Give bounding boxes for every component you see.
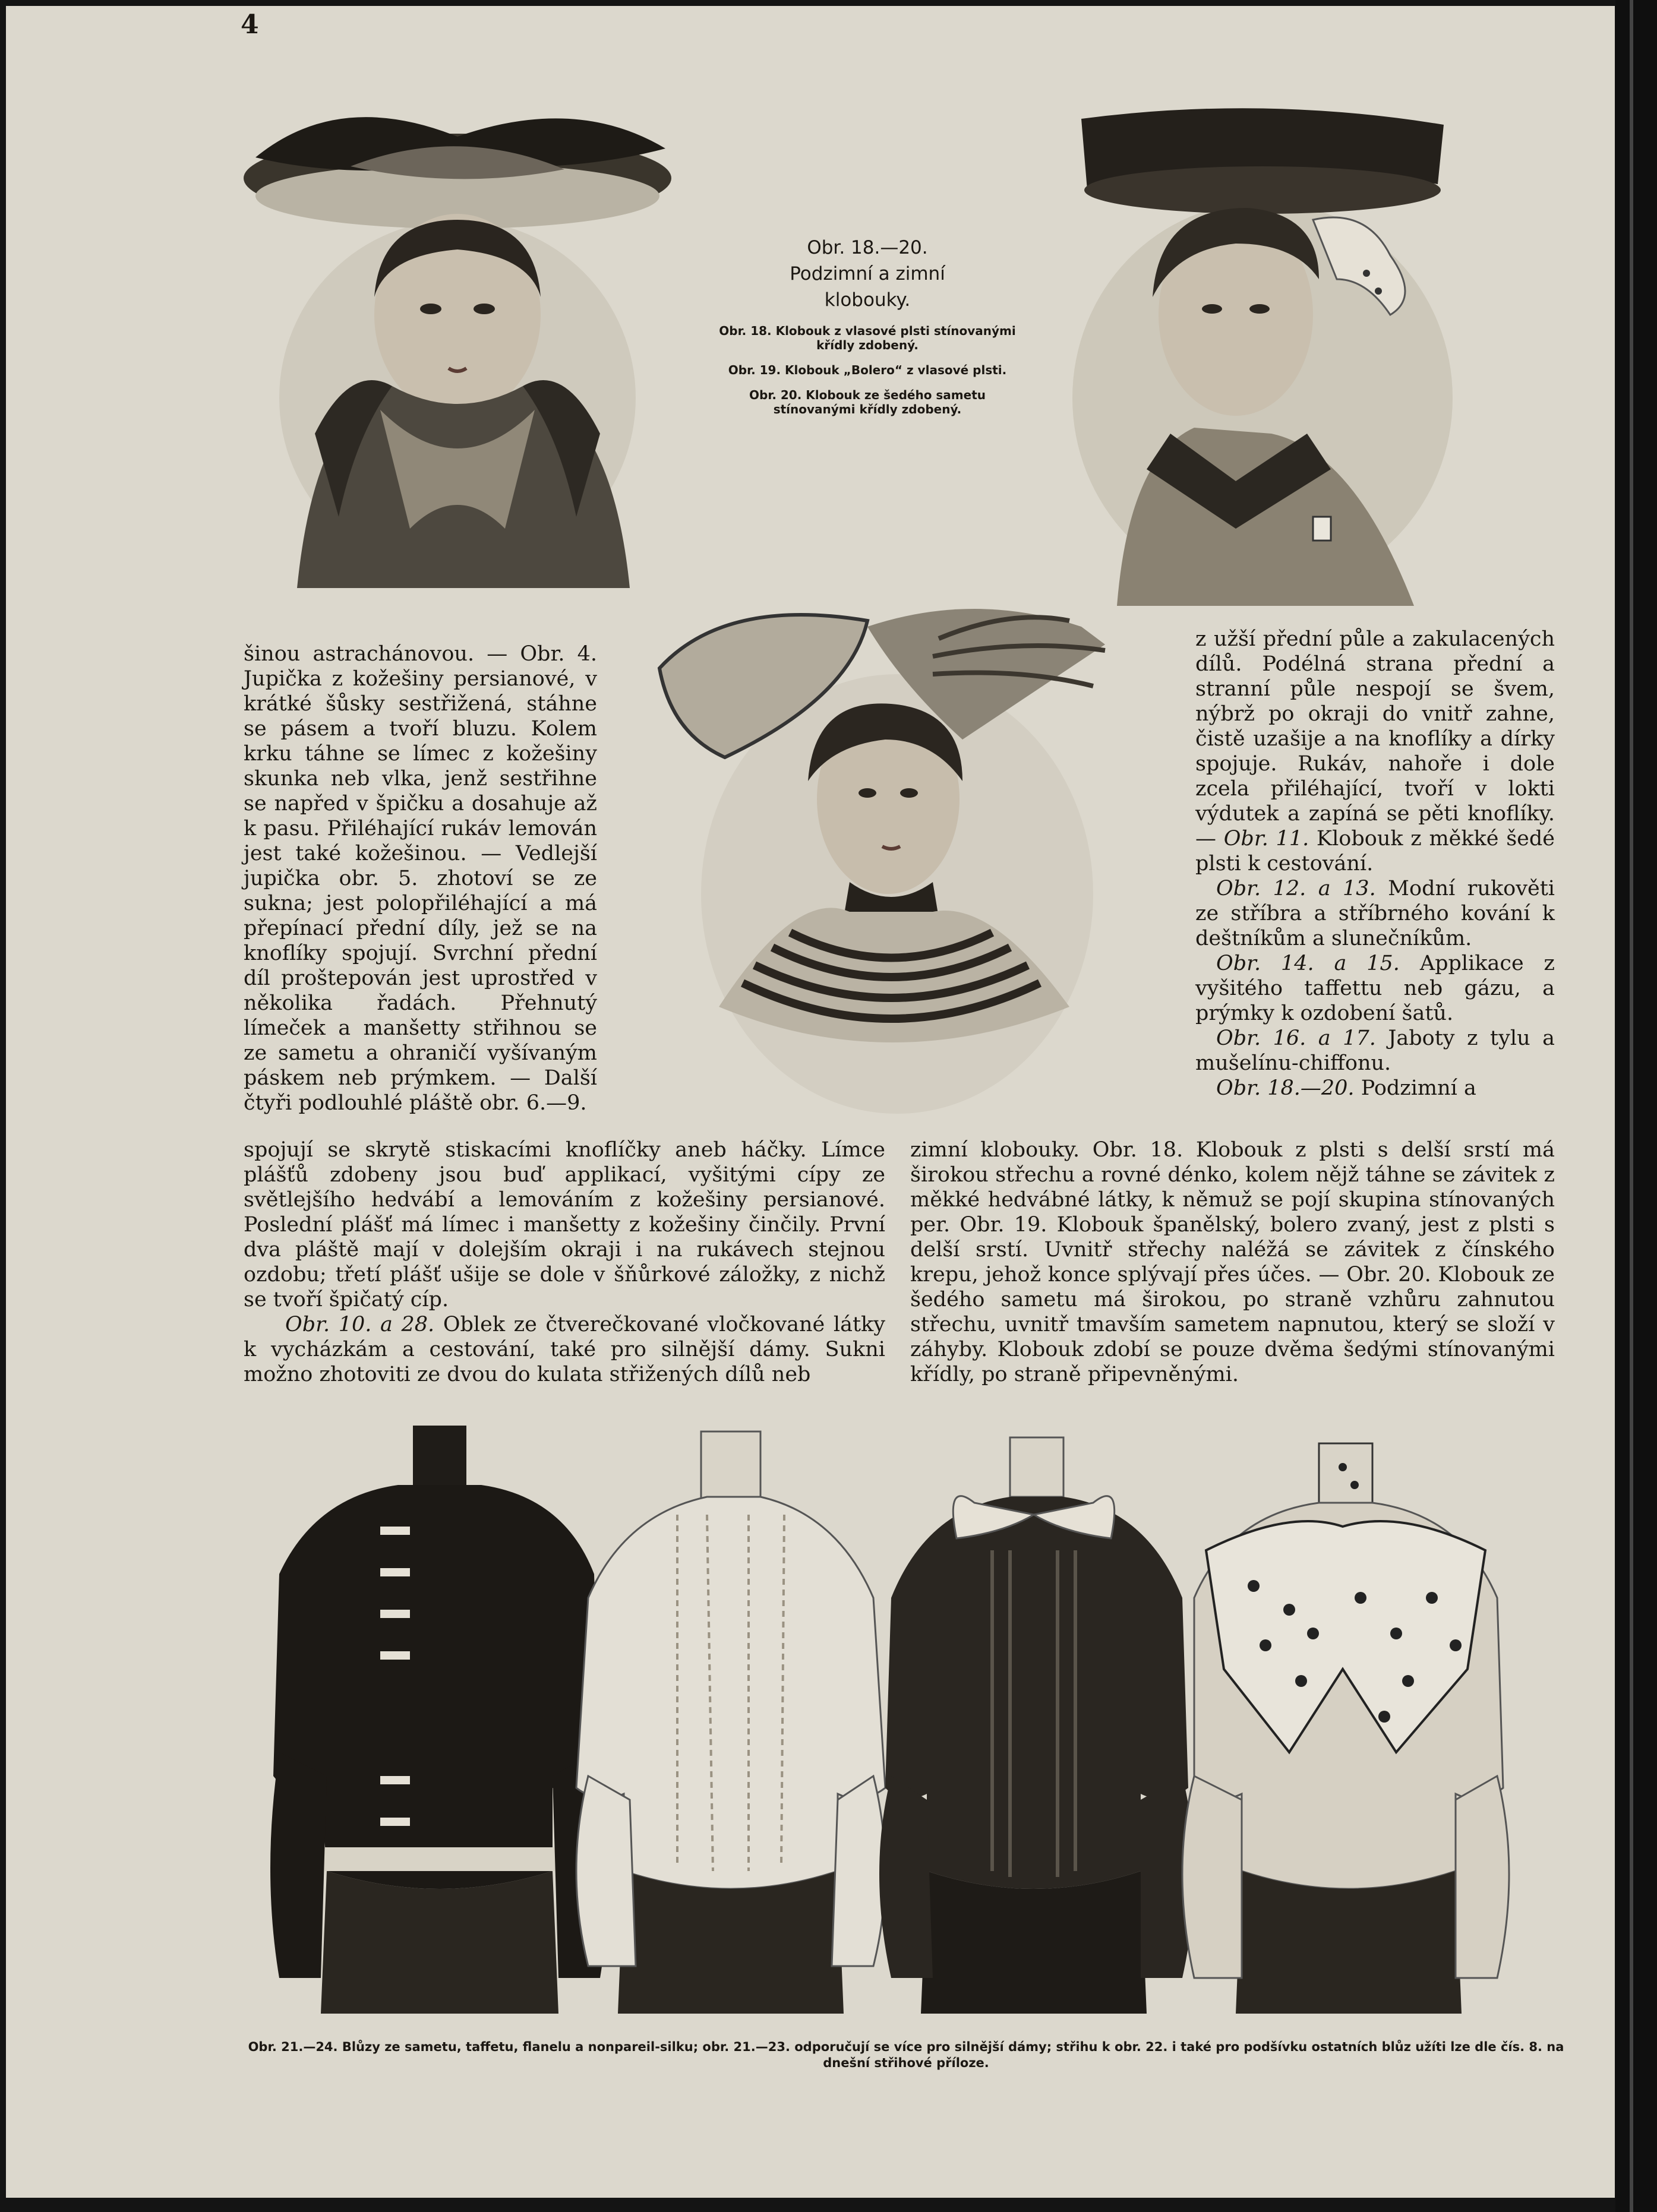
paragraph bbox=[1195, 876, 1555, 951]
text-column-left bbox=[244, 642, 597, 1116]
text-block-left-wide bbox=[244, 1137, 885, 1387]
blouse-21 bbox=[270, 1426, 608, 2014]
blouse-24 bbox=[1182, 1443, 1509, 2014]
hat-illustration-18 bbox=[220, 101, 695, 588]
figure-caption-18-20 bbox=[719, 235, 1016, 416]
paragraph-text: Klobouk z měkké šedé plsti k cestování. bbox=[1195, 827, 1555, 876]
magazine-page bbox=[6, 6, 1615, 2198]
paragraph bbox=[1195, 1076, 1555, 1101]
paragraph-text: Podzimní a bbox=[1354, 1076, 1476, 1100]
text-block-right-wide bbox=[910, 1137, 1555, 1387]
text-column-right bbox=[1195, 627, 1555, 1101]
paragraph-text: Oblek ze čtverečkované vločkované látky k vycházkám a cestování, také pro silnější dámy. Sukni možno zhotoviti ze dvou do kulata střižených dílů neb bbox=[244, 1313, 885, 1386]
paragraph: šinou astrachánovou. — Obr. 4. Jupička z kožešiny persianové, v krátké šůsky sestřižená, stáhne se pásem a tvoří bluzu. Kolem krku táhne se límec z kožešiny skunka neb vlka, jenž sestřihne se napřed v špičku a dosahuje až k pasu. Přiléhající rukáv lemován jest také kožešinou. — Vedlejší jupička obr. 5. zhotoví se ze sukna; jest polopřiléhající a má přepínací přední díly, jež se na knoflíky spojují. Svrchní přední díl proštepován jest uprostřed v několika řadách. Přehnutý límeček a manšetty střihnou se ze sametu a ohraničí vyšívaným páskem neb prýmkem. — Další čtyři podlouhlé pláště obr. 6.—9. bbox=[244, 642, 597, 1115]
caption-item: Obr. 19. Klobouk „Bolero“ z vlasové plsti. bbox=[728, 363, 1007, 377]
blouse-23 bbox=[879, 1437, 1194, 2014]
paragraph-text: Jaboty z tylu a mušelínu-chiffonu. bbox=[1195, 1026, 1555, 1075]
figure-caption-21-24: Obr. 21.—24. Blůzy ze sametu, taffetu, flanelu a nonpareil-silku; obr. 21.—23. odporučují se více pro silnější dámy; střihu k obr. 22. i také pro podšívku ostatních blůz užíti lze dle čís. 8. na dnešní střihové příloze. bbox=[248, 2040, 1564, 2070]
paragraph bbox=[1195, 1026, 1555, 1076]
paragraph bbox=[1195, 627, 1555, 876]
figure-ref: Obr. 12. a 13. bbox=[1216, 877, 1376, 900]
hat-illustration-19 bbox=[654, 603, 1141, 1120]
figure-ref: Obr. 18.—20. bbox=[1216, 1076, 1355, 1100]
paragraph-text: Applikace z vyšitého taffettu neb gázu, a prýmky k ozdobení šatů. bbox=[1195, 952, 1555, 1025]
figure-ref: Obr. 14. a 15. bbox=[1216, 952, 1400, 975]
caption-item: Obr. 20. Klobouk ze šedého sametu stínovanými křídly zdobený. bbox=[749, 388, 986, 416]
caption-item: Obr. 18. Klobouk z vlasové plsti stínovanými křídly zdobený. bbox=[719, 324, 1016, 352]
figure-ref: Obr. 16. a 17. bbox=[1216, 1026, 1376, 1050]
paragraph bbox=[244, 1312, 885, 1387]
page-edge-line bbox=[1630, 0, 1633, 2212]
caption-heading-line: Obr. 18.—20. bbox=[807, 237, 928, 258]
figure-ref: Obr. 10. a 28. bbox=[285, 1313, 435, 1336]
blouses-illustration-21-24 bbox=[244, 1420, 1551, 2025]
hat-illustration-20 bbox=[1058, 101, 1467, 606]
caption-heading-line: Podzimní a zimní bbox=[790, 263, 945, 285]
paragraph-text: z užší přední půle a zakulacených dílů. Podélná strana přední a stranní půle nespojí se švem, nýbrž po okraji do vnitř zahne, čistě uzašije a na knoflíky a dírky spojuje. Rukáv, nahoře i dole zcela přiléhající, tvoří v lokti výdutek a zapíná se pěti knoflíky. — bbox=[1195, 627, 1555, 851]
paragraph bbox=[1195, 951, 1555, 1026]
paragraph-text: Modní rukověti ze stříbra a stříbrného kování k deštníkům a slunečníkům. bbox=[1195, 877, 1555, 950]
caption-heading-line: klobouky. bbox=[824, 289, 911, 311]
paragraph: zimní klobouky. Obr. 18. Klobouk z plsti s delší srstí má širokou střechu a rovné dénko, kolem nějž táhne se závitek z měkké hedvábné látky, k němuž se pojí skupina stínovaných per. Obr. 19. Klobouk španělský, bolero zvaný, jest z plsti s delší srstí. Uvnitř střechy naléžá se závitek z čínského krepu, jehož konce splývají přes účes. — Obr. 20. Klobouk ze šedého sametu má širokou, po straně vzhůru zahnutou střechu, uvnitř tmavším sametem napnutou, který se složí v záhyby. Klobouk zdobí se pouze dvěma šedými stínovanými křídly, po straně připevněnými. bbox=[910, 1138, 1555, 1386]
figure-ref: Obr. 11. bbox=[1223, 827, 1309, 851]
paragraph: spojují se skrytě stiskacími knoflíčky aneb háčky. Límce plášťů zdobeny jsou buď applikací, vyšitými cípy ze světlejšího hedvábí a lemováním z kožešiny persianové. Poslední plášť má límec i manšetty z kožešiny činčily. První dva pláště mají v dolejším okraji i na rukávech stejnou ozdobu; třetí plášť ušije se dole v šňůrkové záložky, z nichž se tvoří špičatý cíp. bbox=[244, 1138, 885, 1312]
blouse-22 bbox=[576, 1432, 885, 2014]
page-edge-shadow bbox=[1615, 0, 1657, 2212]
page-number: 4 bbox=[241, 10, 259, 40]
